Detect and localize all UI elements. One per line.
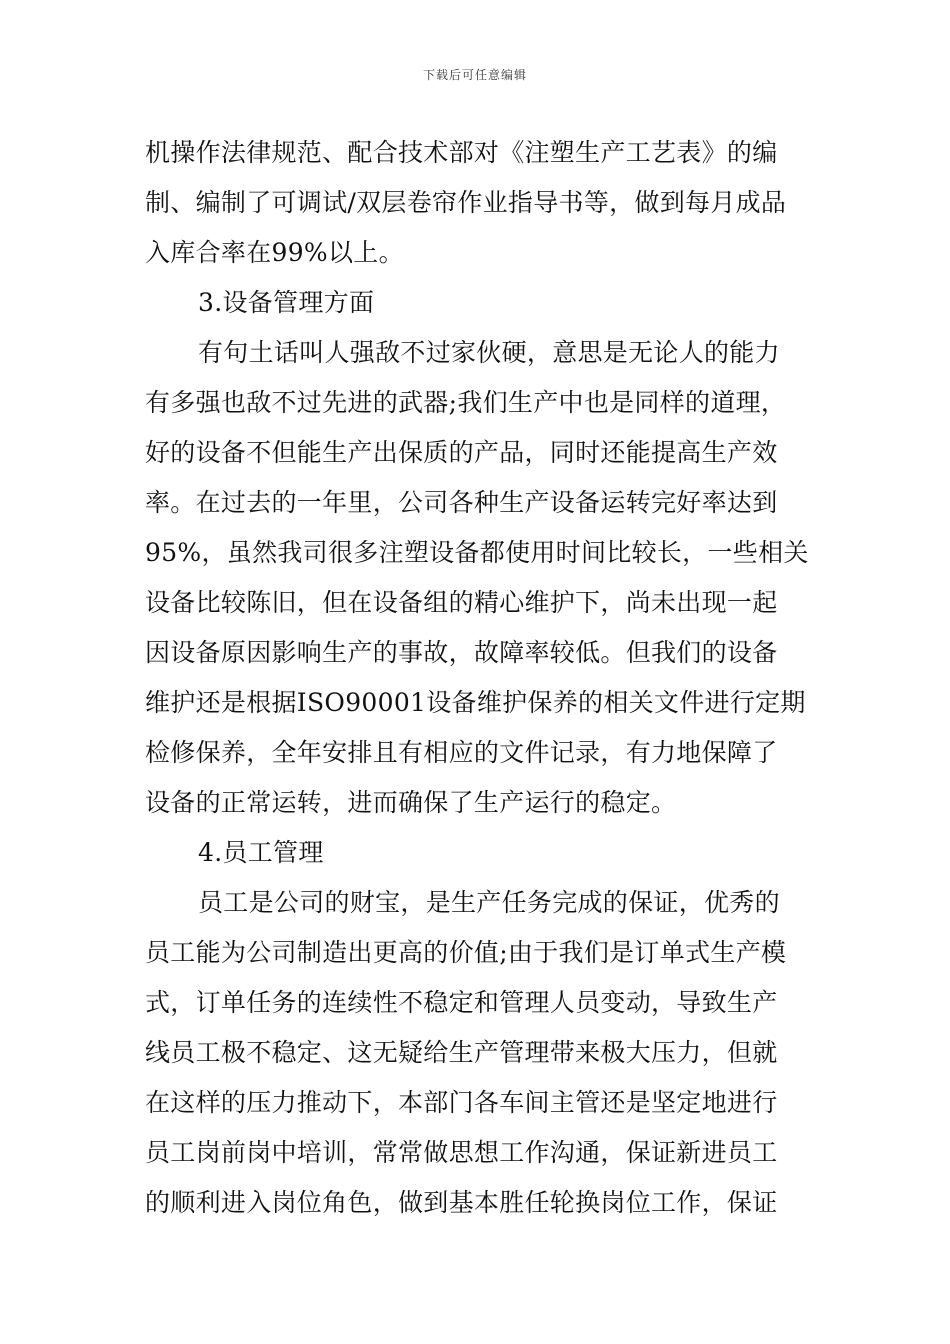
paragraph-line: 设备的正常运转，进而确保了生产运行的稳定。	[145, 788, 677, 817]
section-heading: 4.员工管理	[198, 838, 324, 867]
paragraph-line: 有句土话叫人强敌不过家伙硬，意思是无论人的能力	[198, 338, 780, 367]
paragraph-line: 在这样的压力推动下，本部门各车间主管还是坚定地进行	[145, 1088, 778, 1117]
paragraph-line: 维护还是根据ISO90001设备维护保养的相关文件进行定期	[145, 688, 806, 717]
paragraph-line: 95%，虽然我司很多注塑设备都使用时间比较长，一些相关	[145, 538, 809, 567]
paragraph-line: 因设备原因影响生产的事故，故障率较低。但我们的设备	[145, 638, 778, 667]
paragraph-line: 入库合率在99%以上。	[145, 238, 404, 267]
paragraph-line: 的顺利进入岗位角色，做到基本胜任轮换岗位工作，保证	[145, 1188, 778, 1217]
document-body	[145, 128, 810, 1228]
paragraph-line: 有多强也敌不过先进的武器;我们生产中也是同样的道理，	[145, 388, 787, 417]
paragraph-line: 线员工极不稳定、这无疑给生产管理带来极大压力，但就	[145, 1038, 778, 1067]
paragraph-line: 机操作法律规范、配合技术部对《注塑生产工艺表》的编	[145, 138, 778, 167]
paragraph-line: 设备比较陈旧，但在设备组的精心维护下，尚未出现一起	[145, 588, 778, 617]
paragraph-line: 员工岗前岗中培训，常常做思想工作沟通，保证新进员工	[145, 1138, 778, 1167]
paragraph-line: 式，订单任务的连续性不稳定和管理人员变动，导致生产	[145, 988, 778, 1017]
paragraph-line: 检修保养，全年安排且有相应的文件记录，有力地保障了	[145, 738, 778, 767]
section-heading: 3.设备管理方面	[198, 288, 375, 317]
paragraph-line: 员工能为公司制造出更高的价值;由于我们是订单式生产模	[145, 938, 787, 967]
paragraph-line: 制、编制了可调试/双层卷帘作业指导书等，做到每月成品	[145, 188, 787, 217]
paragraph-line: 员工是公司的财宝，是生产任务完成的保证，优秀的	[198, 888, 780, 917]
page-header: 下载后可任意编辑	[422, 68, 527, 82]
paragraph-line: 好的设备不但能生产出保质的产品，同时还能提高生产效	[145, 438, 778, 467]
paragraph-line: 率。在过去的一年里，公司各种生产设备运转完好率达到	[145, 488, 778, 517]
